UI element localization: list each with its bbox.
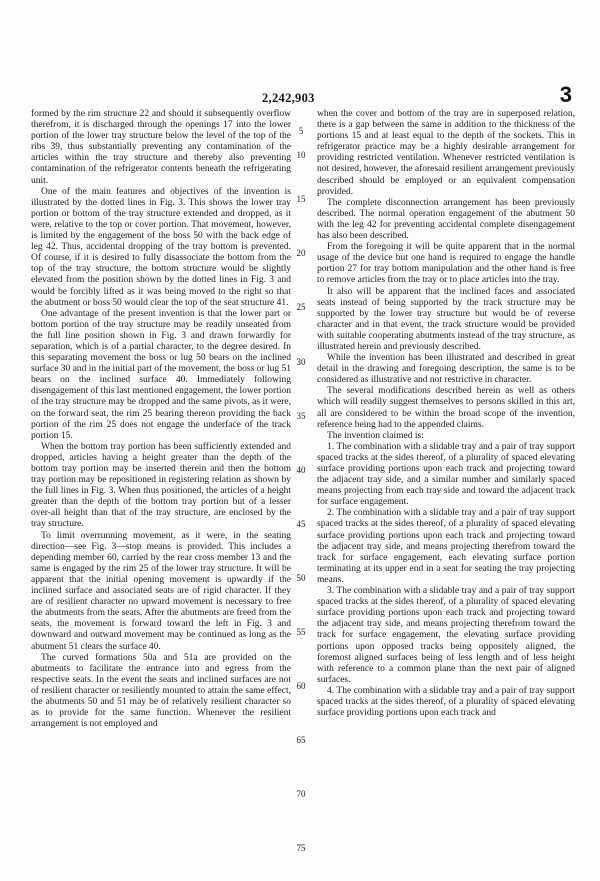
line-number: 5 (298, 126, 304, 136)
line-number: 75 (296, 843, 306, 853)
line-number: 30 (296, 357, 306, 367)
left-paragraph: The curved formations 50a and 51a are provided on the abutments to facilitate the entrance into and egress from the respective seats. In the event the seats and inclined surfaces are not of resilient character or resiliently mounted to attain the same effect, the abutments 50 and 51 may be of relatively resilient character so as to provide for the same function. Whenever the resilient arrangement is not employed and (31, 652, 291, 730)
right-paragraph: From the foregoing it will be quite apparent that in the normal usage of the device but one hand is required to engage the handle portion 27 for tray bottom manipulation and the other hand is free to remove articles from the tray or to place articles into the tray. (317, 242, 575, 286)
line-number: 70 (296, 789, 306, 799)
right-text-column (317, 109, 575, 719)
page-number: 3 (559, 82, 572, 107)
line-number: 35 (296, 411, 306, 421)
claim-paragraph: 4. The combination with a slidable tray and a pair of tray support spaced tracks at the sides thereof, of a plurality of spaced elevating surface providing portions upon each track and (317, 685, 575, 719)
line-number: 65 (296, 735, 306, 745)
right-paragraph: when the cover and bottom of the tray are in superposed relation, there is a gap between the same in addition to the thickness of the portions 15 and at least equal to the depth of the sockets. This in refrigerator practice may be a highly desirable arrangement for providing restricted ventilation. Whenever restricted ventilation is not desired, however, the aforesaid resilient arrangement previously described should be employed or an equivalent compensation provided. (317, 109, 575, 197)
line-number: 45 (296, 519, 306, 529)
right-paragraph: While the invention has been illustrated and described in great detail in the drawing and foregoing description, the same is to be considered as illustrative and not restrictive in character. (317, 353, 575, 386)
claim-paragraph: 1. The combination with a slidable tray and a pair of tray support spaced tracks at the sides thereof, of a plurality of spaced elevating surface providing portions upon each track and projecting toward the adjacent tray side, and a similar number and similarly spaced means projecting from each tray side and toward the adjacent track for surface engagement. (317, 441, 575, 508)
line-number: 60 (296, 681, 306, 691)
left-paragraph: One of the main features and objectives of the invention is illustrated by the dotted lines in Fig. 3. This shows the lower tray portion or bottom of the tray structure extended and dropped, as it were, relative to the top or cover portion. That movement, however, is limited by the engagement of the boss 50 with the back edge of leg 42. Thus, accidental dropping of the tray bottom is prevented. Of course, if it is desired to fully disassociate the bottom from the top of the tray structure, the bottom structure would be slightly elevated from the position shown by the dotted lines in Fig. 3 and would be forcibly lifted as it was being moved to the right so that the abutment or boss 50 would clear the top of the seat structure 41. (31, 186, 291, 308)
patent-number: 2,242,903 (262, 91, 315, 105)
right-paragraph: The complete disconnection arrangement has been previously described. The normal operation engagement of the abutment 50 with the leg 42 for preventing accidental complete disengagement has also been described. (317, 197, 575, 242)
left-text-column (31, 109, 291, 730)
line-number: 55 (296, 627, 306, 637)
claim-paragraph: 3. The combination with a slidable tray and a pair of tray support spaced tracks at the sides thereof, of a plurality of spaced elevating surface providing portions upon each track and projecting toward the adjacent tray side, and means projecting therefrom toward the track for surface engagement, the elevating surface providing portions upon opposed tracks being oppositely aligned, the foremost aligned surfaces being of less length and of less height with reference to a common plane than the next pair of aligned surfaces. (317, 586, 575, 685)
right-paragraph: It also will be apparent that the inclined faces and associated seats instead of being supported by the track structure may be supported by the lower tray structure but would be of reverse character and in that event, the track structure would be provided with suitable cooperating abutments instead of the tray structure, as illustrated herein and previously described. (317, 286, 575, 352)
line-number: 40 (296, 465, 306, 475)
left-paragraph: To limit overrunning movement, as it were, in the seating direction—see Fig. 3—stop means is provided. This includes a depending member 60, carried by the rear cross member 13 and the same is engaged by the rim 25 of the lower tray structure. It will be apparent that the initial opening movement is upwardly if the inclined surface and associated seats are of rigid character. If they are of resilient character no upward movement is necessary to free the abutments from the seats. After the abutments are freed from the seats, the movement is forward toward the left in Fig. 3 and downward and outward movement may be continued as long as the abutment 51 clears the surface 40. (31, 530, 291, 652)
line-number: 10 (296, 150, 306, 160)
right-paragraph: The several modifications described herein as well as others which will readily suggest themselves to persons skilled in this art, all are considered to be within the broad scope of the invention, reference being had to the appended claims. (317, 386, 575, 430)
line-number: 15 (296, 194, 306, 204)
claims-heading: The invention claimed is: (327, 430, 424, 441)
left-paragraph: One advantage of the present invention is that the lower part or bottom portion of the tray structure may be readily unseated from the full line position shown in Fig. 3 and drawn forwardly for separation, which is of a partial character, to the degree desired. In this separating movement the boss or lug 50 bears on the inclined surface 30 and in the initial part of the movement, the boss or lug 51 bears on the inclined surface 40. Immediately following disengagement of this last mentioned engagement, the lower portion of the tray structure may be dropped and the same pivots, as it were, on the forward seat, the rim 25 bearing thereon providing the back portion of the rim 25 does not engage the underface of the track portion 15. (31, 308, 291, 441)
claim-paragraph: 2. The combination with a slidable tray and a pair of tray support spaced tracks at the sides thereof, of a plurality of spaced elevating surface providing portions upon each track and projecting toward the adjacent tray side, and means projecting therefrom toward the track for surface engagement, each elevating surface portion terminating at its upper end in a seat for seating the tray projecting means. (317, 508, 575, 585)
line-number: 25 (296, 302, 306, 312)
line-number: 50 (296, 573, 306, 583)
line-number: 20 (296, 248, 306, 258)
left-paragraph: formed by the rim structure 22 and should it subsequently overflow therefrom, it is discharged through the openings 17 into the lower portion of the lower tray structure below the level of the top of the ribs 39, thus substantially preventing any contamination of the articles within the tray structure and thereby also preventing contamination of the refrigerator contents beneath the refrigerating unit. (31, 109, 291, 186)
left-paragraph: When the bottom tray portion has been sufficiently extended and dropped, articles having a height greater than the depth of the bottom tray portion may be inserted therein and then the bottom tray portion may be repositioned in registering relation as shown by the full lines in Fig. 3. When thus positioned, the articles of a height greater than the depth of the bottom tray portion but of a lesser over-all height than that of the tray structure, are enclosed by the tray structure. (31, 441, 291, 530)
